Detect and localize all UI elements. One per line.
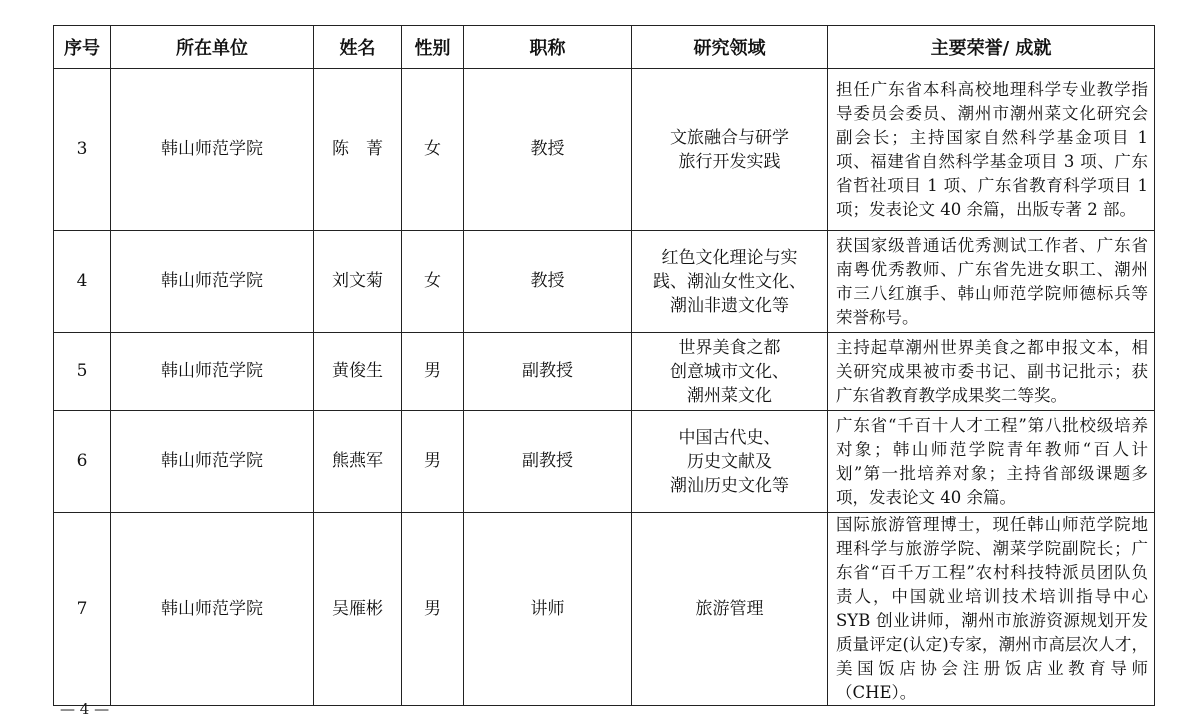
cell-title: 副教授 <box>464 333 632 411</box>
table-row <box>54 333 1155 411</box>
cell-unit: 韩山师范学院 <box>111 513 314 706</box>
cell-field <box>632 69 828 231</box>
cell-no: 4 <box>54 231 111 333</box>
header-unit: 所在单位 <box>111 26 314 69</box>
field-line: 创意城市文化、 <box>670 361 789 382</box>
cell-honors: 主持起草潮州世界美食之都申报文本，相关研究成果被市委书记、副书记批示；获广东省教育教学成果奖二等奖。 <box>828 333 1155 411</box>
cell-name: 吴雁彬 <box>314 513 402 706</box>
cell-field <box>632 333 828 411</box>
field-line: 旅游管理 <box>695 599 764 619</box>
cell-unit: 韩山师范学院 <box>111 69 314 231</box>
cell-honors: 广东省“千百十人才工程”第八批校级培养对象；韩山师范学院青年教师“百人计划”第一批培养对象；主持省部级课题多项，发表论文 40 余篇。 <box>828 411 1155 513</box>
cell-name: 黄俊生 <box>314 333 402 411</box>
cell-title: 教授 <box>464 231 632 333</box>
header-honors: 主要荣誉/ 成就 <box>828 26 1155 69</box>
field-line: 践、潮汕女性文化、 <box>653 271 806 292</box>
cell-unit: 韩山师范学院 <box>111 411 314 513</box>
header-gender: 性别 <box>402 26 464 69</box>
cell-honors: 担任广东省本科高校地理科学专业教学指导委员会委员、潮州市潮州菜文化研究会副会长；主持国家自然科学基金项目 1 项、福建省自然科学基金项目 3 项、广东省哲社项目 1 项、广东省教育科学项目 1 项；发表论文 40 余篇，出版专著 2 部。 <box>828 69 1155 231</box>
header-no: 序号 <box>54 26 111 69</box>
field-line: 文旅融合与研学 <box>670 127 789 148</box>
cell-gender: 男 <box>402 411 464 513</box>
cell-gender: 女 <box>402 69 464 231</box>
cell-unit: 韩山师范学院 <box>111 231 314 333</box>
cell-gender: 女 <box>402 231 464 333</box>
header-name: 姓名 <box>314 26 402 69</box>
cell-no: 6 <box>54 411 111 513</box>
field-line: 中国古代史、 <box>678 427 781 448</box>
field-line: 世界美食之都 <box>678 337 781 358</box>
field-line: 潮汕历史文化等 <box>670 475 789 496</box>
page-number: — 4 — <box>60 700 110 718</box>
cell-field <box>632 411 828 513</box>
cell-honors: 国际旅游管理博士，现任韩山师范学院地理科学与旅游学院、潮菜学院副院长；广东省“百千万工程”农村科技特派员团队负责人，中国就业培训技术培训指导中心 SYB 创业讲师，潮州市旅游资源规划开发质量评定(认定)专家，潮州市高层次人才，美国饭店协会注册饭店业教育导师（CHE）。 <box>828 513 1155 706</box>
table-row <box>54 513 1155 706</box>
cell-name: 陈 菁 <box>314 69 402 231</box>
field-line: 旅行开发实践 <box>678 151 781 172</box>
field-line: 历史文献及 <box>687 451 772 472</box>
header-row <box>54 26 1155 69</box>
cell-no: 5 <box>54 333 111 411</box>
personnel-table <box>53 25 1155 706</box>
header-title: 职称 <box>464 26 632 69</box>
field-line: 潮州菜文化 <box>687 385 772 406</box>
cell-name: 熊燕军 <box>314 411 402 513</box>
table-row <box>54 69 1155 231</box>
cell-unit: 韩山师范学院 <box>111 333 314 411</box>
cell-no: 7 <box>54 513 111 706</box>
cell-field <box>632 513 828 706</box>
table-row <box>54 231 1155 333</box>
cell-honors: 获国家级普通话优秀测试工作者、广东省南粤优秀教师、广东省先进女职工、潮州市三八红旗手、韩山师范学院师德标兵等荣誉称号。 <box>828 231 1155 333</box>
cell-field <box>632 231 828 333</box>
cell-name: 刘文菊 <box>314 231 402 333</box>
cell-gender: 男 <box>402 513 464 706</box>
cell-title: 教授 <box>464 69 632 231</box>
field-line: 红色文化理论与实 <box>661 247 798 268</box>
header-field: 研究领域 <box>632 26 828 69</box>
cell-gender: 男 <box>402 333 464 411</box>
cell-title: 讲师 <box>464 513 632 706</box>
cell-title: 副教授 <box>464 411 632 513</box>
field-line: 潮汕非遗文化等 <box>670 295 789 316</box>
cell-no: 3 <box>54 69 111 231</box>
table-row <box>54 411 1155 513</box>
